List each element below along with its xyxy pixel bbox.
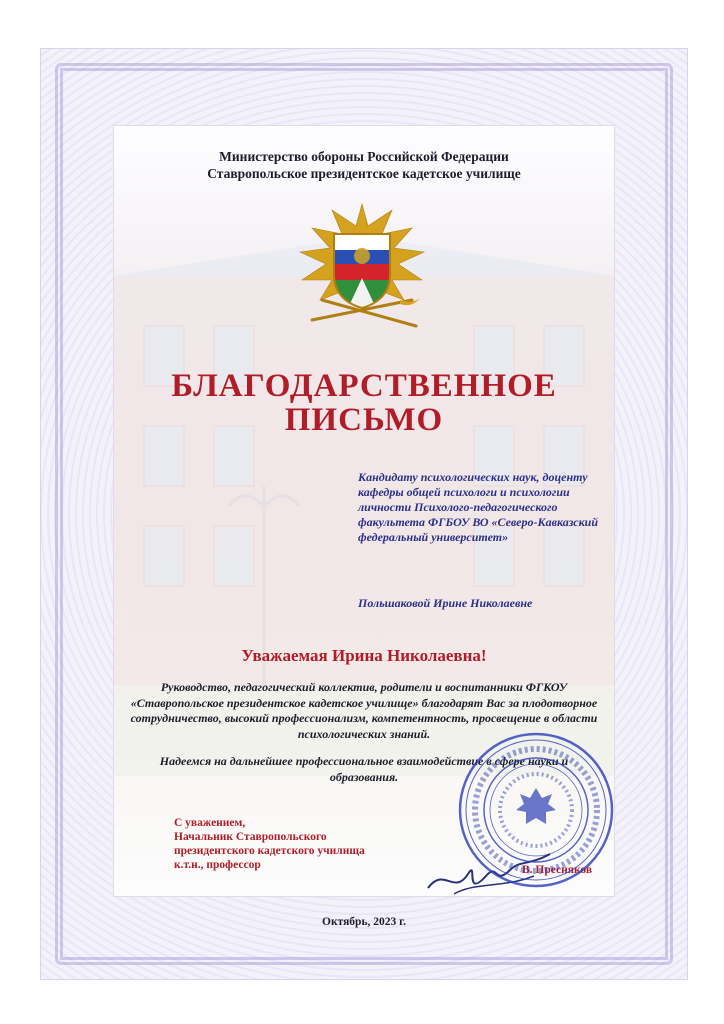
ministry-header <box>114 148 614 182</box>
laurel-wreath-flag-emblem-icon <box>282 196 442 336</box>
recipient-name: Польшаковой Ирине Николаевне <box>358 596 533 610</box>
signature-line-1: С уважением, <box>174 817 246 829</box>
signature-line-4: к.т.н., профессор <box>174 859 261 871</box>
title-line-1: БЛАГОДАРСТВЕННОЕ <box>171 368 557 404</box>
signature-line-2: Начальник Ставропольского <box>174 831 327 843</box>
round-official-stamp-icon <box>456 730 616 890</box>
school-name: Ставропольское президентское кадетское училище <box>207 166 521 181</box>
signature-block <box>174 816 414 872</box>
recipient-position: Кандидату психологических наук, доценту кафедры общей психологи и психологии личности Психолого-педагогического факультета ФГБОУ ВО «Северо-Кавказский федеральный университет» <box>358 470 599 544</box>
signature-line-3: президентского кадетского училища <box>174 845 365 857</box>
hope-text: Надеемся на дальнейшее профессиональное взаимодействие в сфере науки и образования. <box>159 754 569 784</box>
date-line: Октябрь, 2023 г. <box>322 916 406 928</box>
greeting: Уважаемая Ирина Николаевна! <box>241 646 487 665</box>
title-line-2: ПИСЬМО <box>284 402 444 438</box>
gratitude-body: Руководство, педагогический коллектив, родители и воспитанники ФГКОУ «Ставропольское президентское кадетское училище» благодарят Вас за плодотворное сотрудничество, высокий профессионализм, компетентность, просвещение в области психологических знаний. <box>130 680 598 741</box>
signer-name: В. Пресняков <box>522 864 593 876</box>
ministry-name: Министерство обороны Российской Федерации <box>219 149 509 164</box>
